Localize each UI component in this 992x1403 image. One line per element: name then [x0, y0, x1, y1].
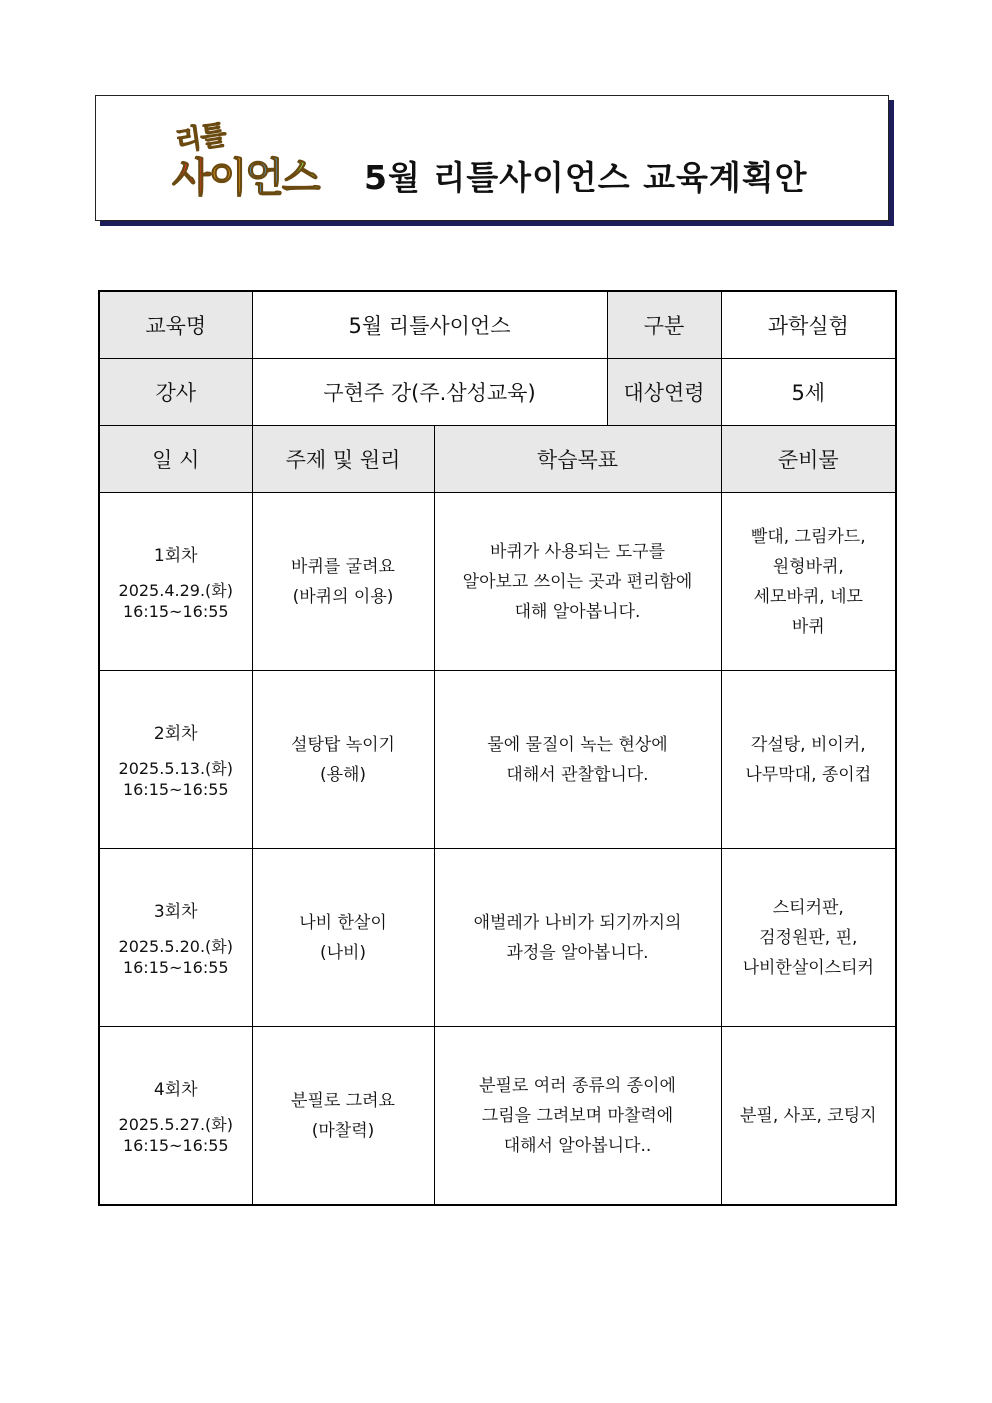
session-topic-cell — [252, 849, 434, 1027]
teacher-value: 구현주 강(주.삼성교육) — [252, 359, 607, 426]
col-header-topic: 주제 및 원리 — [252, 426, 434, 493]
goal-line: 대해 알아봅니다. — [514, 601, 641, 622]
session-row — [99, 849, 896, 1027]
materials-line: 각설탕, 비이커, — [750, 734, 866, 755]
session-number: 2회차 — [153, 724, 198, 744]
goal-line: 대해서 관찰합니다. — [506, 764, 649, 785]
edu-name-label: 교육명 — [99, 291, 252, 359]
session-materials-cell — [721, 1027, 896, 1206]
teacher-label: 강사 — [99, 359, 252, 426]
session-number: 1회차 — [153, 546, 198, 566]
row-edu-name — [99, 291, 896, 359]
goal-line: 분필로 여러 종류의 종이에 — [479, 1075, 676, 1096]
goal-line: 그림을 그려보며 마찰력에 — [481, 1105, 674, 1126]
education-plan-table — [98, 290, 897, 1206]
session-date-cell — [99, 849, 252, 1027]
document-title: 5월 리틀사이언스 교육계획안 — [364, 158, 808, 197]
session-date: 2025.5.27.(화) — [118, 1115, 233, 1134]
row-teacher — [99, 359, 896, 426]
materials-line: 검정원판, 핀, — [759, 927, 858, 948]
header-box — [95, 95, 889, 221]
goal-line: 대해서 알아봅니다.. — [503, 1135, 652, 1156]
logo-big-text — [172, 146, 319, 203]
logo-char-1: 사 — [172, 155, 209, 201]
materials-line: 나무막대, 종이컵 — [745, 764, 872, 785]
session-row — [99, 493, 896, 671]
session-materials-cell — [721, 493, 896, 671]
edu-name-value: 5월 리틀사이언스 — [252, 291, 607, 359]
materials-line: 분필, 사포, 코팅지 — [739, 1105, 877, 1126]
session-materials-cell — [721, 849, 896, 1027]
logo-small-char-2: 틀 — [198, 119, 228, 154]
session-goal-cell — [434, 849, 721, 1027]
little-science-logo — [172, 116, 337, 200]
session-time: 16:15~16:55 — [122, 602, 229, 621]
topic-line: 분필로 그려요 — [291, 1090, 395, 1111]
goal-line: 애벌레가 나비가 되기까지의 — [473, 912, 682, 933]
logo-char-2: 이 — [208, 155, 246, 201]
col-header-materials: 준비물 — [721, 426, 896, 493]
topic-principle: (바퀴의 이용) — [292, 586, 394, 607]
session-row — [99, 1027, 896, 1206]
logo-small-char-1: 리 — [173, 123, 203, 158]
topic-principle: (나비) — [319, 942, 367, 963]
topic-principle: (용해) — [319, 764, 367, 785]
session-date-cell — [99, 493, 252, 671]
topic-line: 설탕탑 녹이기 — [291, 734, 395, 755]
age-label: 대상연령 — [607, 359, 721, 426]
session-date-cell — [99, 671, 252, 849]
category-value: 과학실험 — [721, 291, 896, 359]
logo-char-4: 스 — [281, 155, 319, 201]
materials-line: 스티커판, — [772, 897, 844, 918]
session-goal-cell — [434, 493, 721, 671]
session-row — [99, 671, 896, 849]
topic-principle: (마찰력) — [311, 1120, 375, 1141]
session-time: 16:15~16:55 — [122, 958, 229, 977]
session-number: 3회차 — [153, 902, 198, 922]
session-goal-cell — [434, 671, 721, 849]
col-header-goal: 학습목표 — [434, 426, 721, 493]
goal-line: 알아보고 쓰이는 곳과 편리함에 — [462, 571, 693, 592]
session-goal-cell — [434, 1027, 721, 1206]
col-header-date: 일 시 — [99, 426, 252, 493]
category-label: 구분 — [607, 291, 721, 359]
session-time: 16:15~16:55 — [122, 1136, 229, 1155]
goal-line: 과정을 알아봅니다. — [506, 942, 649, 963]
materials-line: 원형바퀴, — [772, 556, 844, 577]
session-number: 4회차 — [153, 1080, 198, 1100]
session-date: 2025.4.29.(화) — [118, 581, 233, 600]
age-value: 5세 — [721, 359, 896, 426]
session-topic-cell — [252, 671, 434, 849]
materials-line: 바퀴 — [791, 616, 825, 637]
logo-char-3: 언 — [245, 155, 282, 201]
topic-line: 바퀴를 굴려요 — [291, 556, 395, 577]
session-topic-cell — [252, 493, 434, 671]
session-date-cell — [99, 1027, 252, 1206]
materials-line: 나비한살이스티커 — [742, 957, 874, 978]
column-header-row — [99, 426, 896, 493]
materials-line: 빨대, 그림카드, — [750, 526, 866, 547]
session-date: 2025.5.20.(화) — [118, 937, 233, 956]
session-time: 16:15~16:55 — [122, 780, 229, 799]
goal-line: 바퀴가 사용되는 도구를 — [489, 541, 666, 562]
goal-line: 물에 물질이 녹는 현상에 — [487, 734, 668, 755]
materials-line: 세모바퀴, 네모 — [753, 586, 863, 607]
session-date: 2025.5.13.(화) — [118, 759, 233, 778]
topic-line: 나비 한살이 — [299, 912, 387, 933]
session-topic-cell — [252, 1027, 434, 1206]
session-materials-cell — [721, 671, 896, 849]
